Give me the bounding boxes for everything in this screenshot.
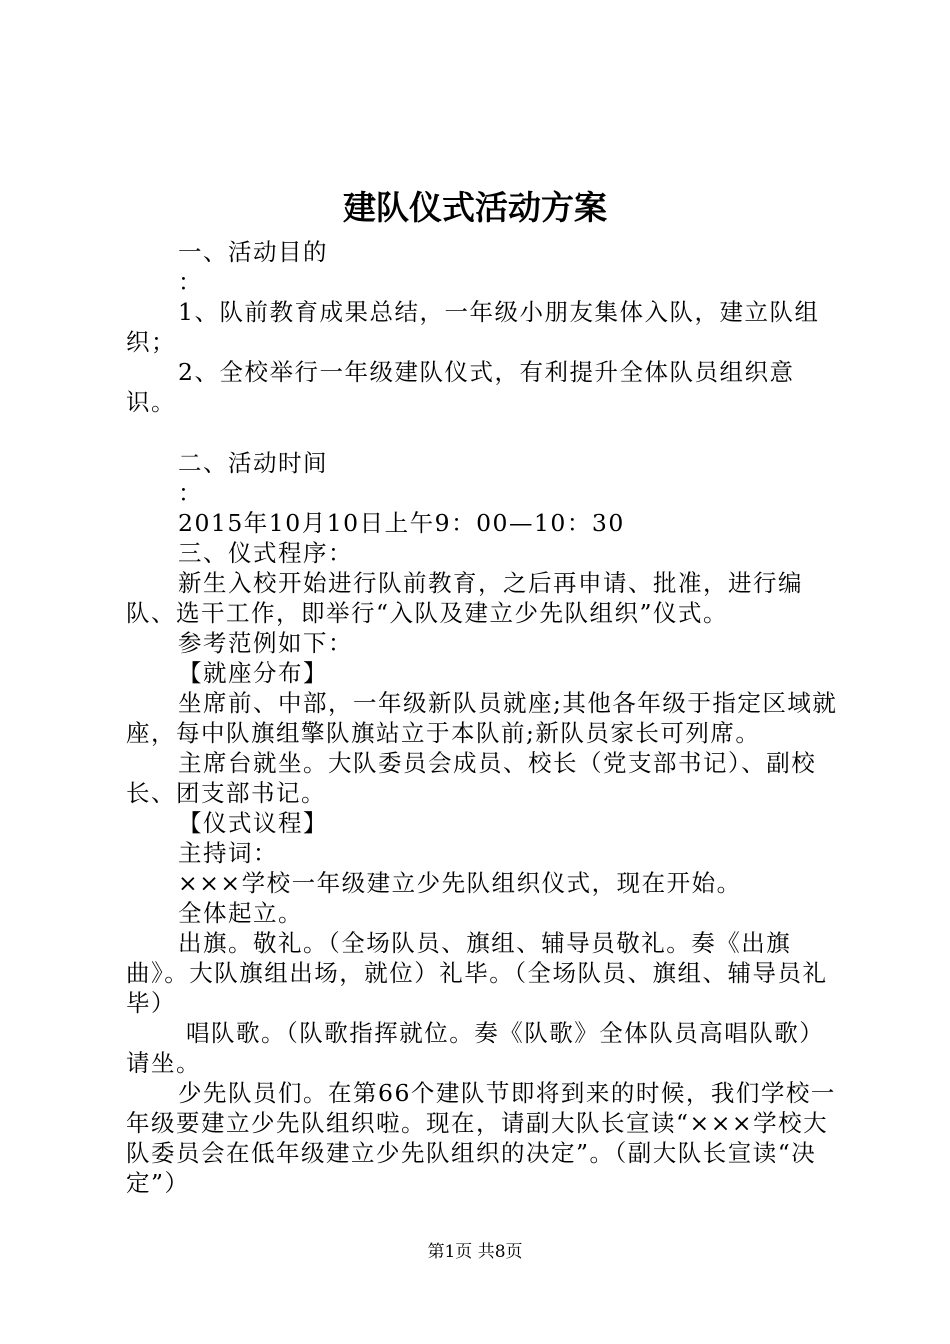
- document-body: [126, 237, 838, 1198]
- section-heading-time: 二、活动时间: [178, 449, 328, 477]
- paragraph: 全体起立。: [178, 899, 303, 927]
- colon-line: ：: [178, 479, 203, 507]
- paragraph: 2、全校举行一年级建队仪式，有利提升全体队员组织意识。: [126, 358, 795, 416]
- paragraph: 唱队歌。（队歌指挥就位。奏《队歌》全体队员高唱队歌）请坐。: [126, 1019, 825, 1077]
- page-footer: 第1页 共8页: [427, 1242, 523, 1262]
- paragraph: 参考范例如下：: [178, 629, 353, 657]
- paragraph: 主席台就坐。大队委员会成员、校长（党支部书记）、副校长、团支部书记。: [126, 749, 817, 807]
- activity-date: 2015年10月10日上午9：00—10：30: [178, 509, 625, 537]
- section-heading-procedure: 三、仪式程序：: [178, 539, 353, 567]
- paragraph: 1、队前教育成果总结，一年级小朋友集体入队，建立队组织；: [126, 298, 820, 356]
- paragraph: 少先队员们。在第66个建队节即将到来的时候，我们学校一年级要建立少先队组织啦。现在，请副大队长宣读“×××学校大队委员会在低年级建立少先队组织的决定”。（副大队长宣读“决定”）: [126, 1079, 836, 1197]
- colon-line: ：: [178, 268, 203, 296]
- paragraph: 主持词：: [178, 839, 278, 867]
- subheading-agenda: 【仪式议程】: [178, 809, 328, 837]
- paragraph: 新生入校开始进行队前教育，之后再申请、批准，进行编队、选干工作，即举行“入队及建立少先队组织”仪式。: [126, 569, 803, 627]
- paragraph: 出旗。敬礼。（全场队员、旗组、辅导员敬礼。奏《出旗曲》。大队旗组出场，就位）礼毕。（全场队员、旗组、辅导员礼毕）: [126, 929, 828, 1017]
- paragraph: 坐席前、中部，一年级新队员就座;其他各年级于指定区域就座，每中队旗组擎队旗站立于本队前;新队员家长可列席。: [126, 689, 838, 747]
- subheading-seating: 【就座分布】: [178, 659, 328, 687]
- document-title: 建队仪式活动方案: [343, 188, 607, 227]
- paragraph: ×××学校一年级建立少先队组织仪式，现在开始。: [178, 869, 742, 897]
- section-heading-purpose: 一、活动目的: [178, 238, 328, 266]
